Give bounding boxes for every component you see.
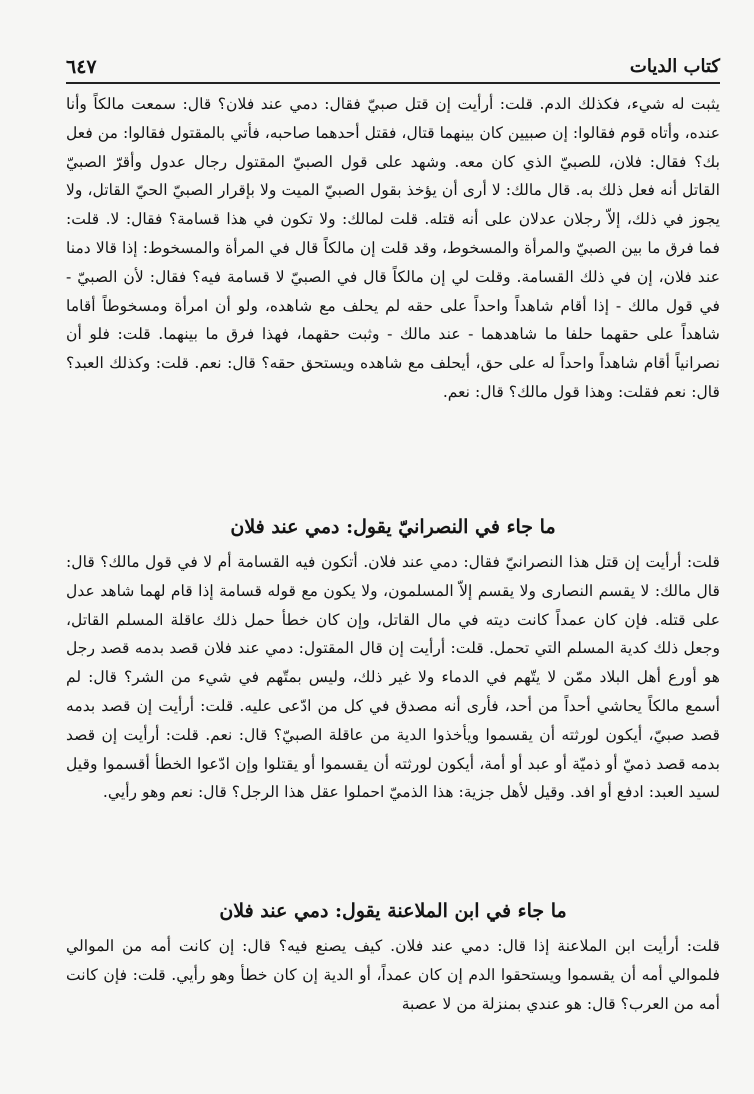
section-mulaana	[66, 932, 720, 1018]
section-heading-christian: ما جاء في النصرانيّ يقول: دمي عند فلان	[230, 516, 556, 538]
paragraph: قلت: أرأيت إن قتل هذا النصرانيّ فقال: دمي عند فلان. أتكون فيه القسامة أم لا في قول مالك؟ قال: قال مالك: لا يقسم النصارى ولا يقسم إلاّ المسلمون، ولا يكون مع قوله قسامة إذا قام لهما شاهد عدل على قتله. فإن كان عمداً كانت ديته في مال القاتل، وإن كان خطأ حمل ذلك عاقلة المسلم القاتل، وجعل ذلك كدية المسلم التي تحمل. قلت: أرأيت إن قال المقتول: دمي عند فلان قصد بدمه قصد رجل هو أورع أهل البلاد ممّن لا يتّهم في الدماء ولا غير ذلك، وليس بمتّهم في شيء من الشر؟ قال: لم أسمع مالكاً يحاشي أحداً من أحد، فأرى أنه مصدق في كل من ادّعى عليه. قلت: أرأيت إن قصد بدمه قصد صبيّ، أيكون لورثته أن يقسموا ويأخذوا الدية من عاقلة الصبيّ؟ قال: نعم. قلت: أرأيت إن قصد بدمه قصد ذميّ أو ذميّة أو عبد أو أمة، أيكون لورثته أن يقسموا أو يقتلوا وإن ادّعوا الخطأ أقسموا وقيل لسيد العبد: ادفع أو افد. وقيل لأهل جزية: هذا الذميّ احملوا عقل هذا الرجل؟ قال: نعم وهو رأيي.	[66, 553, 720, 802]
page-number: ٦٤٧	[66, 56, 97, 78]
section-christian	[66, 548, 720, 807]
paragraph: يثبت له شيء، فكذلك الدم. قلت: أرأيت إن قتل صبيّ فقال: دمي عند فلان؟ قال: سمعت مالكاً وأنا عنده، وأتاه قوم فقالوا: إن صبيين كان بينهما قتال، فقتل أحدهما صاحبه، فأتي بالمقتول فقالوا: من فعل بك؟ فقال: فلان، للصبيّ الذي كان معه. وشهد على قول الصبيّ المقتول رجال عدول وأقرّ الصبيّ القاتل أنه فعل ذلك به. قال مالك: لا أرى أن يؤخذ بقول الصبيّ الميت ولا بإقرار الصبيّ الحيّ القاتل، ولا يجوز في ذلك، إلاّ رجلان عدلان على أنه قتله. قلت لمالك: ولا تكون في هذا قسامة؟ فقال: لا. قلت: فما فرق ما بين الصبيّ والمرأة والمسخوط، وقد قلت إن مالكاً قال في المرأة والمسخوط: إذا قالا دمنا عند فلان، إن في ذلك القسامة. وقلت لي إن مالكاً قال في الصبيّ لا قسامة فيه؟ فقال: لأن الصبيّ - في قول مالك - إذا أقام شاهداً واحداً على حقه لم يحلف مع شاهده، ولو أن امرأة ومسخوطاً أقاما شاهداً على حقهما حلفا ما شاهدهما - عند مالك - وثبت حقهما، فهذا فرق ما بينهما. قلت: فلو أن نصرانياً أقام شاهداً واحداً له على حق، أيحلف مع شاهده ويستحق حقه؟ قال: نعم. قلت: وكذلك العبد؟ قال: نعم فقلت: وهذا قول مالك؟ قال: نعم.	[66, 95, 720, 401]
section-heading-mulaana: ما جاء في ابن الملاعنة يقول: دمي عند فلان	[219, 900, 567, 922]
opening-text	[66, 90, 720, 407]
header-rule	[66, 82, 720, 84]
paragraph: قلت: أرأيت ابن الملاعنة إذا قال: دمي عند فلان. كيف يصنع فيه؟ قال: إن كانت أمه من الموالي فلموالي أمه أن يقسموا ويستحقوا الدم إن كان عمداً، أو الدية إن كان خطأ وهو رأيي. قلت: فإن كانت أمه من العرب؟ قال: هو عندي بمنزلة من لا عصبة	[66, 937, 720, 1013]
running-header	[66, 50, 720, 84]
book-title: كتاب الديات	[629, 56, 720, 77]
